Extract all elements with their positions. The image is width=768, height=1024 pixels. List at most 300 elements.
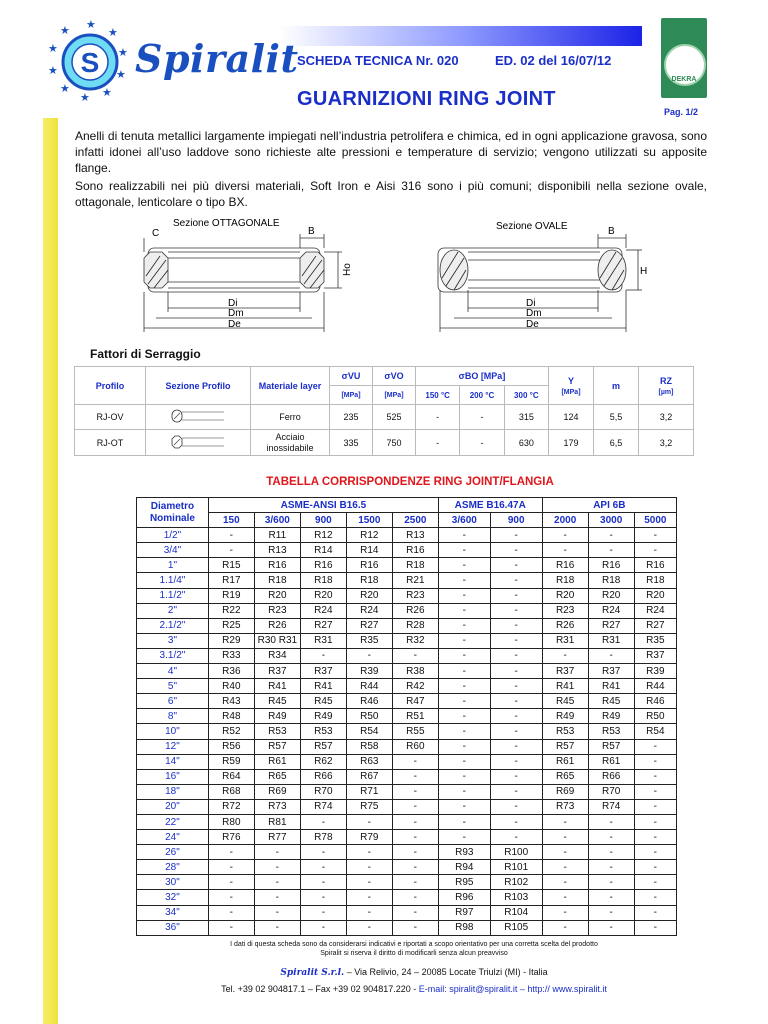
ring-code-cell: - bbox=[542, 830, 588, 845]
nominal-diameter-cell: 2.1/2" bbox=[137, 618, 209, 633]
ring-code-cell: R96 bbox=[438, 890, 490, 905]
ring-code-cell: R18 bbox=[254, 573, 300, 588]
ring-code-cell: R61 bbox=[588, 754, 634, 769]
ring-code-cell: R72 bbox=[208, 799, 254, 814]
logo-letter: S bbox=[80, 47, 100, 78]
company-logo-name: Spiralit bbox=[135, 36, 299, 81]
intro-paragraph-2: Sono realizzabili nei più diversi materiali, Soft Iron e Aisi 316 sono i più comuni; disponibili nella sezione ovale, ottagonale, lenticolare o tipo BX. bbox=[75, 179, 707, 209]
logo-star: ★ bbox=[80, 92, 90, 102]
ring-code-cell: - bbox=[392, 890, 438, 905]
col-profilo: Profilo bbox=[75, 367, 146, 405]
logo-star: ★ bbox=[102, 87, 112, 99]
nominal-diameter-cell: 36" bbox=[137, 920, 209, 935]
table-row bbox=[137, 543, 677, 558]
ring-code-cell: - bbox=[588, 528, 634, 543]
table-row bbox=[137, 618, 677, 633]
ring-code-cell: - bbox=[588, 905, 634, 920]
ring-code-cell: - bbox=[588, 860, 634, 875]
ring-code-cell: R25 bbox=[208, 618, 254, 633]
ring-code-cell: - bbox=[634, 875, 676, 890]
table-row bbox=[137, 528, 677, 543]
dim-b: B bbox=[308, 226, 315, 237]
ring-code-cell: R37 bbox=[634, 648, 676, 663]
dim-c: C bbox=[152, 228, 160, 239]
table-row bbox=[137, 814, 677, 829]
logo-star: ★ bbox=[60, 25, 70, 37]
ring-code-cell: R21 bbox=[392, 573, 438, 588]
cell: 630 bbox=[504, 430, 548, 456]
ring-code-cell: R45 bbox=[542, 694, 588, 709]
ring-code-cell: - bbox=[300, 860, 346, 875]
ring-code-cell: - bbox=[490, 830, 542, 845]
dim-de: De bbox=[228, 319, 241, 330]
ring-code-cell: R16 bbox=[300, 558, 346, 573]
ring-code-cell: R29 bbox=[208, 633, 254, 648]
ring-code-cell: R57 bbox=[542, 739, 588, 754]
dim-di-oval: Di bbox=[526, 298, 536, 309]
ring-code-cell: - bbox=[208, 920, 254, 935]
ring-code-cell: R26 bbox=[392, 603, 438, 618]
nominal-diameter-cell: 24" bbox=[137, 830, 209, 845]
footer-company: Spiralit S.r.l. bbox=[280, 968, 345, 978]
footer-phone: Tel. +39 02 904817.1 – Fax +39 02 904817.220 bbox=[221, 984, 411, 994]
ring-code-cell: R27 bbox=[300, 618, 346, 633]
cell: - bbox=[460, 405, 504, 430]
ring-code-cell: - bbox=[300, 890, 346, 905]
dim-dm-oval: Dm bbox=[526, 308, 542, 319]
ring-code-cell: R16 bbox=[392, 543, 438, 558]
ring-code-cell: R13 bbox=[392, 528, 438, 543]
ring-code-cell: R16 bbox=[588, 558, 634, 573]
ring-code-cell: - bbox=[490, 754, 542, 769]
octagonal-label: Sezione OTTAGONALE bbox=[173, 218, 280, 229]
nominal-diameter-cell: 16" bbox=[137, 769, 209, 784]
page-number: Pag. 1/2 bbox=[664, 107, 699, 117]
ring-code-cell: R31 bbox=[588, 633, 634, 648]
rj-table-title: TABELLA CORRISPONDENZE RING JOINT/FLANGIA bbox=[266, 476, 554, 488]
ring-code-cell: R53 bbox=[588, 724, 634, 739]
factors-title: Fattori di Serraggio bbox=[90, 347, 201, 361]
disclaimer bbox=[60, 940, 768, 958]
ring-code-cell: R20 bbox=[346, 588, 392, 603]
certification-badge bbox=[661, 18, 707, 98]
ring-code-cell: R65 bbox=[542, 769, 588, 784]
nominal-diameter-cell: 18" bbox=[137, 784, 209, 799]
ring-code-cell: R39 bbox=[634, 664, 676, 679]
ring-code-cell: - bbox=[438, 588, 490, 603]
ring-code-cell: R41 bbox=[300, 679, 346, 694]
cell: - bbox=[416, 405, 460, 430]
company-address bbox=[60, 967, 768, 978]
ring-code-cell: - bbox=[588, 920, 634, 935]
edition-date: ED. 02 del 16/07/12 bbox=[495, 53, 612, 68]
ring-code-cell: R73 bbox=[542, 799, 588, 814]
col-200c: 200 °C bbox=[460, 386, 504, 405]
ring-code-cell: R61 bbox=[542, 754, 588, 769]
ring-code-cell: R27 bbox=[346, 618, 392, 633]
table-row bbox=[137, 830, 677, 845]
ring-code-cell: R78 bbox=[300, 830, 346, 845]
ring-code-cell: R69 bbox=[254, 784, 300, 799]
ring-code-cell: - bbox=[254, 920, 300, 935]
ring-code-cell: - bbox=[634, 528, 676, 543]
nominal-diameter-cell: 3.1/2" bbox=[137, 648, 209, 663]
ring-code-cell: - bbox=[438, 830, 490, 845]
ring-code-cell: R62 bbox=[300, 754, 346, 769]
ring-code-cell: R49 bbox=[300, 709, 346, 724]
nominal-diameter-cell: 3" bbox=[137, 633, 209, 648]
ring-code-cell: - bbox=[392, 920, 438, 935]
ring-code-cell: R45 bbox=[300, 694, 346, 709]
ring-code-cell: - bbox=[542, 875, 588, 890]
ring-code-cell: - bbox=[542, 905, 588, 920]
ring-code-cell: - bbox=[490, 769, 542, 784]
ring-code-cell: R49 bbox=[542, 709, 588, 724]
ring-code-cell: R49 bbox=[254, 709, 300, 724]
ring-code-cell: - bbox=[634, 754, 676, 769]
ring-code-cell: R95 bbox=[438, 875, 490, 890]
col-rz-unit: [µm] bbox=[658, 388, 674, 396]
ring-code-cell: R43 bbox=[208, 694, 254, 709]
ring-code-cell: - bbox=[438, 784, 490, 799]
ring-code-cell: - bbox=[634, 769, 676, 784]
ring-code-cell: - bbox=[634, 905, 676, 920]
nominal-diameter-cell: 4" bbox=[137, 664, 209, 679]
ring-joint-table bbox=[136, 497, 677, 936]
ring-code-cell: - bbox=[490, 694, 542, 709]
table-row bbox=[75, 405, 694, 430]
ring-code-cell: - bbox=[542, 845, 588, 860]
ring-code-cell: R24 bbox=[634, 603, 676, 618]
ring-code-cell: R67 bbox=[346, 769, 392, 784]
col-sbo: σBO [MPa] bbox=[416, 367, 549, 386]
ring-code-cell: R18 bbox=[346, 573, 392, 588]
ring-code-cell: R53 bbox=[542, 724, 588, 739]
ring-code-cell: - bbox=[392, 860, 438, 875]
ring-code-cell: - bbox=[300, 814, 346, 829]
ring-code-cell: R100 bbox=[490, 845, 542, 860]
ring-code-cell: - bbox=[346, 875, 392, 890]
ring-code-cell: - bbox=[542, 648, 588, 663]
ring-code-cell: R54 bbox=[346, 724, 392, 739]
ring-code-cell: - bbox=[208, 875, 254, 890]
logo-star: ★ bbox=[86, 19, 96, 31]
ring-code-cell: - bbox=[490, 543, 542, 558]
ring-code-cell: R18 bbox=[634, 573, 676, 588]
col-300c: 300 °C bbox=[504, 386, 548, 405]
ring-code-cell: - bbox=[490, 739, 542, 754]
tightening-factors-table bbox=[74, 366, 694, 456]
ring-code-cell: R35 bbox=[346, 633, 392, 648]
table-row bbox=[137, 875, 677, 890]
col-materiale: Materiale layer bbox=[251, 367, 330, 405]
ring-code-cell: R27 bbox=[634, 618, 676, 633]
page-title: GUARNIZIONI RING JOINT bbox=[297, 88, 556, 110]
table-row bbox=[137, 754, 677, 769]
side-accent-bar bbox=[43, 118, 58, 1024]
ring-code-cell: R22 bbox=[208, 603, 254, 618]
nominal-diameter-cell: 2" bbox=[137, 603, 209, 618]
ring-code-cell: - bbox=[254, 890, 300, 905]
ring-code-cell: - bbox=[346, 648, 392, 663]
ring-code-cell: R18 bbox=[542, 573, 588, 588]
ring-code-cell: - bbox=[490, 618, 542, 633]
ring-code-cell: R73 bbox=[254, 799, 300, 814]
ring-code-cell: - bbox=[490, 679, 542, 694]
ring-code-cell: R50 bbox=[346, 709, 392, 724]
ring-code-cell: - bbox=[392, 784, 438, 799]
table-row bbox=[137, 709, 677, 724]
ring-code-cell: - bbox=[490, 664, 542, 679]
nominal-diameter-cell: 10" bbox=[137, 724, 209, 739]
ring-code-cell: - bbox=[392, 769, 438, 784]
ring-code-cell: R31 bbox=[542, 633, 588, 648]
table-row bbox=[137, 905, 677, 920]
ring-code-cell: - bbox=[634, 860, 676, 875]
ring-code-cell: - bbox=[346, 905, 392, 920]
ring-code-cell: - bbox=[392, 648, 438, 663]
hatch-lines bbox=[442, 252, 624, 290]
table-row bbox=[137, 679, 677, 694]
cell: 5,5 bbox=[594, 405, 639, 430]
ring-code-cell: - bbox=[300, 875, 346, 890]
dim-ho: Ho bbox=[342, 263, 353, 276]
nominal-diameter-cell: 30" bbox=[137, 875, 209, 890]
footer-contacts[interactable]: E-mail: spiralit@spiralit.it – http:// www.spiralit.it bbox=[418, 984, 607, 994]
col-class: 5000 bbox=[634, 513, 676, 528]
ring-code-cell: R34 bbox=[254, 648, 300, 663]
logo-star: ★ bbox=[118, 47, 128, 59]
footer-address: – Via Relivio, 24 – 20085 Locate Triulzi (MI) - Italia bbox=[344, 967, 548, 977]
ring-code-cell: R37 bbox=[300, 664, 346, 679]
ring-code-cell: - bbox=[392, 754, 438, 769]
ring-code-cell: R18 bbox=[588, 573, 634, 588]
cell: 315 bbox=[504, 405, 548, 430]
col-150c: 150 °C bbox=[416, 386, 460, 405]
ring-code-cell: - bbox=[490, 724, 542, 739]
col-svu: σVU bbox=[330, 367, 373, 386]
ring-code-cell: R26 bbox=[542, 618, 588, 633]
table-row bbox=[137, 739, 677, 754]
ring-code-cell: - bbox=[254, 860, 300, 875]
ring-code-cell: R81 bbox=[254, 814, 300, 829]
cell: 525 bbox=[373, 405, 416, 430]
ring-code-cell: - bbox=[634, 814, 676, 829]
ring-code-cell: R45 bbox=[588, 694, 634, 709]
ring-code-cell: R77 bbox=[254, 830, 300, 845]
ring-code-cell: R20 bbox=[254, 588, 300, 603]
ring-code-cell: R37 bbox=[542, 664, 588, 679]
ring-code-cell: - bbox=[392, 814, 438, 829]
nominal-diameter-cell: 6" bbox=[137, 694, 209, 709]
ring-code-cell: - bbox=[542, 543, 588, 558]
ring-code-cell: - bbox=[634, 739, 676, 754]
ring-code-cell: - bbox=[634, 784, 676, 799]
col-class: 150 bbox=[208, 513, 254, 528]
ring-code-cell: R102 bbox=[490, 875, 542, 890]
col-sezione: Sezione Profilo bbox=[146, 367, 251, 405]
ring-code-cell: - bbox=[254, 875, 300, 890]
ring-code-cell: R59 bbox=[208, 754, 254, 769]
ring-code-cell: R11 bbox=[254, 528, 300, 543]
octagonal-profile-icon bbox=[146, 430, 251, 456]
ring-code-cell: R37 bbox=[588, 664, 634, 679]
ring-code-cell: - bbox=[438, 543, 490, 558]
nominal-diameter-cell: 5" bbox=[137, 679, 209, 694]
nominal-diameter-cell: 1/2" bbox=[137, 528, 209, 543]
ring-code-cell: R12 bbox=[300, 528, 346, 543]
dim-di: Di bbox=[228, 298, 238, 309]
cell: 235 bbox=[330, 405, 373, 430]
disclaimer-line-2: Spiralit si riserva il diritto di modificarli senza alcun preavviso bbox=[320, 950, 508, 957]
table-row bbox=[137, 769, 677, 784]
cell: 335 bbox=[330, 430, 373, 456]
ring-code-cell: R16 bbox=[346, 558, 392, 573]
ring-code-cell: R55 bbox=[392, 724, 438, 739]
nominal-diameter-cell: 3/4" bbox=[137, 543, 209, 558]
ring-code-cell: R101 bbox=[490, 860, 542, 875]
table-row bbox=[137, 588, 677, 603]
unit-svo: [MPa] bbox=[373, 386, 416, 405]
table-row bbox=[137, 603, 677, 618]
ring-code-cell: - bbox=[542, 920, 588, 935]
cell: 750 bbox=[373, 430, 416, 456]
ring-code-cell: R76 bbox=[208, 830, 254, 845]
table-row bbox=[137, 799, 677, 814]
ring-code-cell: R105 bbox=[490, 920, 542, 935]
cell: 3,2 bbox=[639, 430, 694, 456]
ring-code-cell: - bbox=[490, 799, 542, 814]
ring-code-cell: R57 bbox=[254, 739, 300, 754]
dim-h: H bbox=[640, 266, 648, 277]
header-gradient-bar bbox=[280, 26, 642, 46]
ring-code-cell: - bbox=[542, 890, 588, 905]
col-svo: σVO bbox=[373, 367, 416, 386]
ring-code-cell: - bbox=[438, 679, 490, 694]
nominal-diameter-cell: 26" bbox=[137, 845, 209, 860]
logo-star: ★ bbox=[60, 83, 70, 95]
ring-code-cell: R40 bbox=[208, 679, 254, 694]
ring-code-cell: R28 bbox=[392, 618, 438, 633]
ring-code-cell: R46 bbox=[346, 694, 392, 709]
ring-code-cell: R16 bbox=[542, 558, 588, 573]
ring-code-cell: - bbox=[490, 558, 542, 573]
contact-line bbox=[60, 984, 768, 994]
ring-code-cell: - bbox=[346, 860, 392, 875]
ring-code-cell: R74 bbox=[300, 799, 346, 814]
ring-code-cell: - bbox=[588, 875, 634, 890]
ring-code-cell: R24 bbox=[300, 603, 346, 618]
nominal-diameter-cell: 32" bbox=[137, 890, 209, 905]
ring-code-cell: - bbox=[490, 528, 542, 543]
ring-code-cell: R35 bbox=[634, 633, 676, 648]
ring-code-cell: - bbox=[300, 905, 346, 920]
ring-code-cell: - bbox=[438, 769, 490, 784]
ring-code-cell: - bbox=[588, 890, 634, 905]
ring-code-cell: R53 bbox=[254, 724, 300, 739]
ring-code-cell: R50 bbox=[634, 709, 676, 724]
hatch-lines bbox=[146, 256, 324, 288]
ring-code-cell: - bbox=[490, 588, 542, 603]
ring-code-cell: - bbox=[438, 814, 490, 829]
ring-code-cell: - bbox=[346, 845, 392, 860]
ring-code-cell: R42 bbox=[392, 679, 438, 694]
col-class: 3/600 bbox=[438, 513, 490, 528]
oval-section-drawing bbox=[430, 212, 660, 340]
col-rz bbox=[639, 367, 694, 405]
ring-code-cell: - bbox=[300, 920, 346, 935]
ring-code-cell: R16 bbox=[254, 558, 300, 573]
group-api-6b: API 6B bbox=[542, 498, 676, 513]
ring-code-cell: - bbox=[588, 830, 634, 845]
ring-code-cell: R52 bbox=[208, 724, 254, 739]
ring-code-cell: - bbox=[208, 905, 254, 920]
table-row bbox=[137, 890, 677, 905]
cell: 3,2 bbox=[639, 405, 694, 430]
cell: 179 bbox=[549, 430, 594, 456]
dim-de-oval: De bbox=[526, 319, 539, 330]
table-row bbox=[137, 573, 677, 588]
table-row bbox=[137, 633, 677, 648]
cell: - bbox=[460, 430, 504, 456]
ring-code-cell: - bbox=[438, 648, 490, 663]
ring-code-cell: R47 bbox=[392, 694, 438, 709]
ring-code-cell: - bbox=[634, 845, 676, 860]
nominal-diameter-cell: 22" bbox=[137, 814, 209, 829]
ring-code-cell: - bbox=[634, 920, 676, 935]
ring-code-cell: R20 bbox=[588, 588, 634, 603]
table-row bbox=[137, 845, 677, 860]
ring-code-cell: - bbox=[392, 845, 438, 860]
ring-code-cell: - bbox=[588, 648, 634, 663]
ring-code-cell: R17 bbox=[208, 573, 254, 588]
ring-code-cell: - bbox=[634, 890, 676, 905]
nominal-diameter-cell: 14" bbox=[137, 754, 209, 769]
ring-code-cell: R104 bbox=[490, 905, 542, 920]
footer-separator: - bbox=[410, 984, 419, 994]
col-class: 2500 bbox=[392, 513, 438, 528]
col-y bbox=[549, 367, 594, 405]
cell: Ferro bbox=[251, 405, 330, 430]
ring-code-cell: - bbox=[346, 814, 392, 829]
oval-profile-icon bbox=[146, 405, 251, 430]
ring-code-cell: R30 R31 bbox=[254, 633, 300, 648]
ring-code-cell: - bbox=[588, 814, 634, 829]
col-m: m bbox=[594, 367, 639, 405]
cell: 124 bbox=[549, 405, 594, 430]
ring-code-cell: R61 bbox=[254, 754, 300, 769]
ring-code-cell: - bbox=[438, 618, 490, 633]
col-class: 3000 bbox=[588, 513, 634, 528]
ring-code-cell: - bbox=[438, 528, 490, 543]
ring-code-cell: R68 bbox=[208, 784, 254, 799]
cell: RJ-OT bbox=[75, 430, 146, 456]
col-y-unit: [MPa] bbox=[561, 388, 581, 396]
table-row bbox=[75, 430, 694, 456]
ring-code-cell: R20 bbox=[300, 588, 346, 603]
disclaimer-line-1: I dati di questa scheda sono da considerarsi indicativi e riportati a scopo orientativo per una corretta scelta del prodotto bbox=[230, 941, 598, 948]
ring-code-cell: - bbox=[208, 845, 254, 860]
ring-code-cell: R79 bbox=[346, 830, 392, 845]
ring-code-cell: - bbox=[542, 860, 588, 875]
ring-code-cell: R70 bbox=[300, 784, 346, 799]
col-y-symbol: Y bbox=[567, 375, 574, 386]
nominal-diameter-cell: 1.1/4" bbox=[137, 573, 209, 588]
ring-code-cell: - bbox=[490, 573, 542, 588]
ring-code-cell: - bbox=[438, 799, 490, 814]
nominal-diameter-cell: 34" bbox=[137, 905, 209, 920]
col-class: 1500 bbox=[346, 513, 392, 528]
